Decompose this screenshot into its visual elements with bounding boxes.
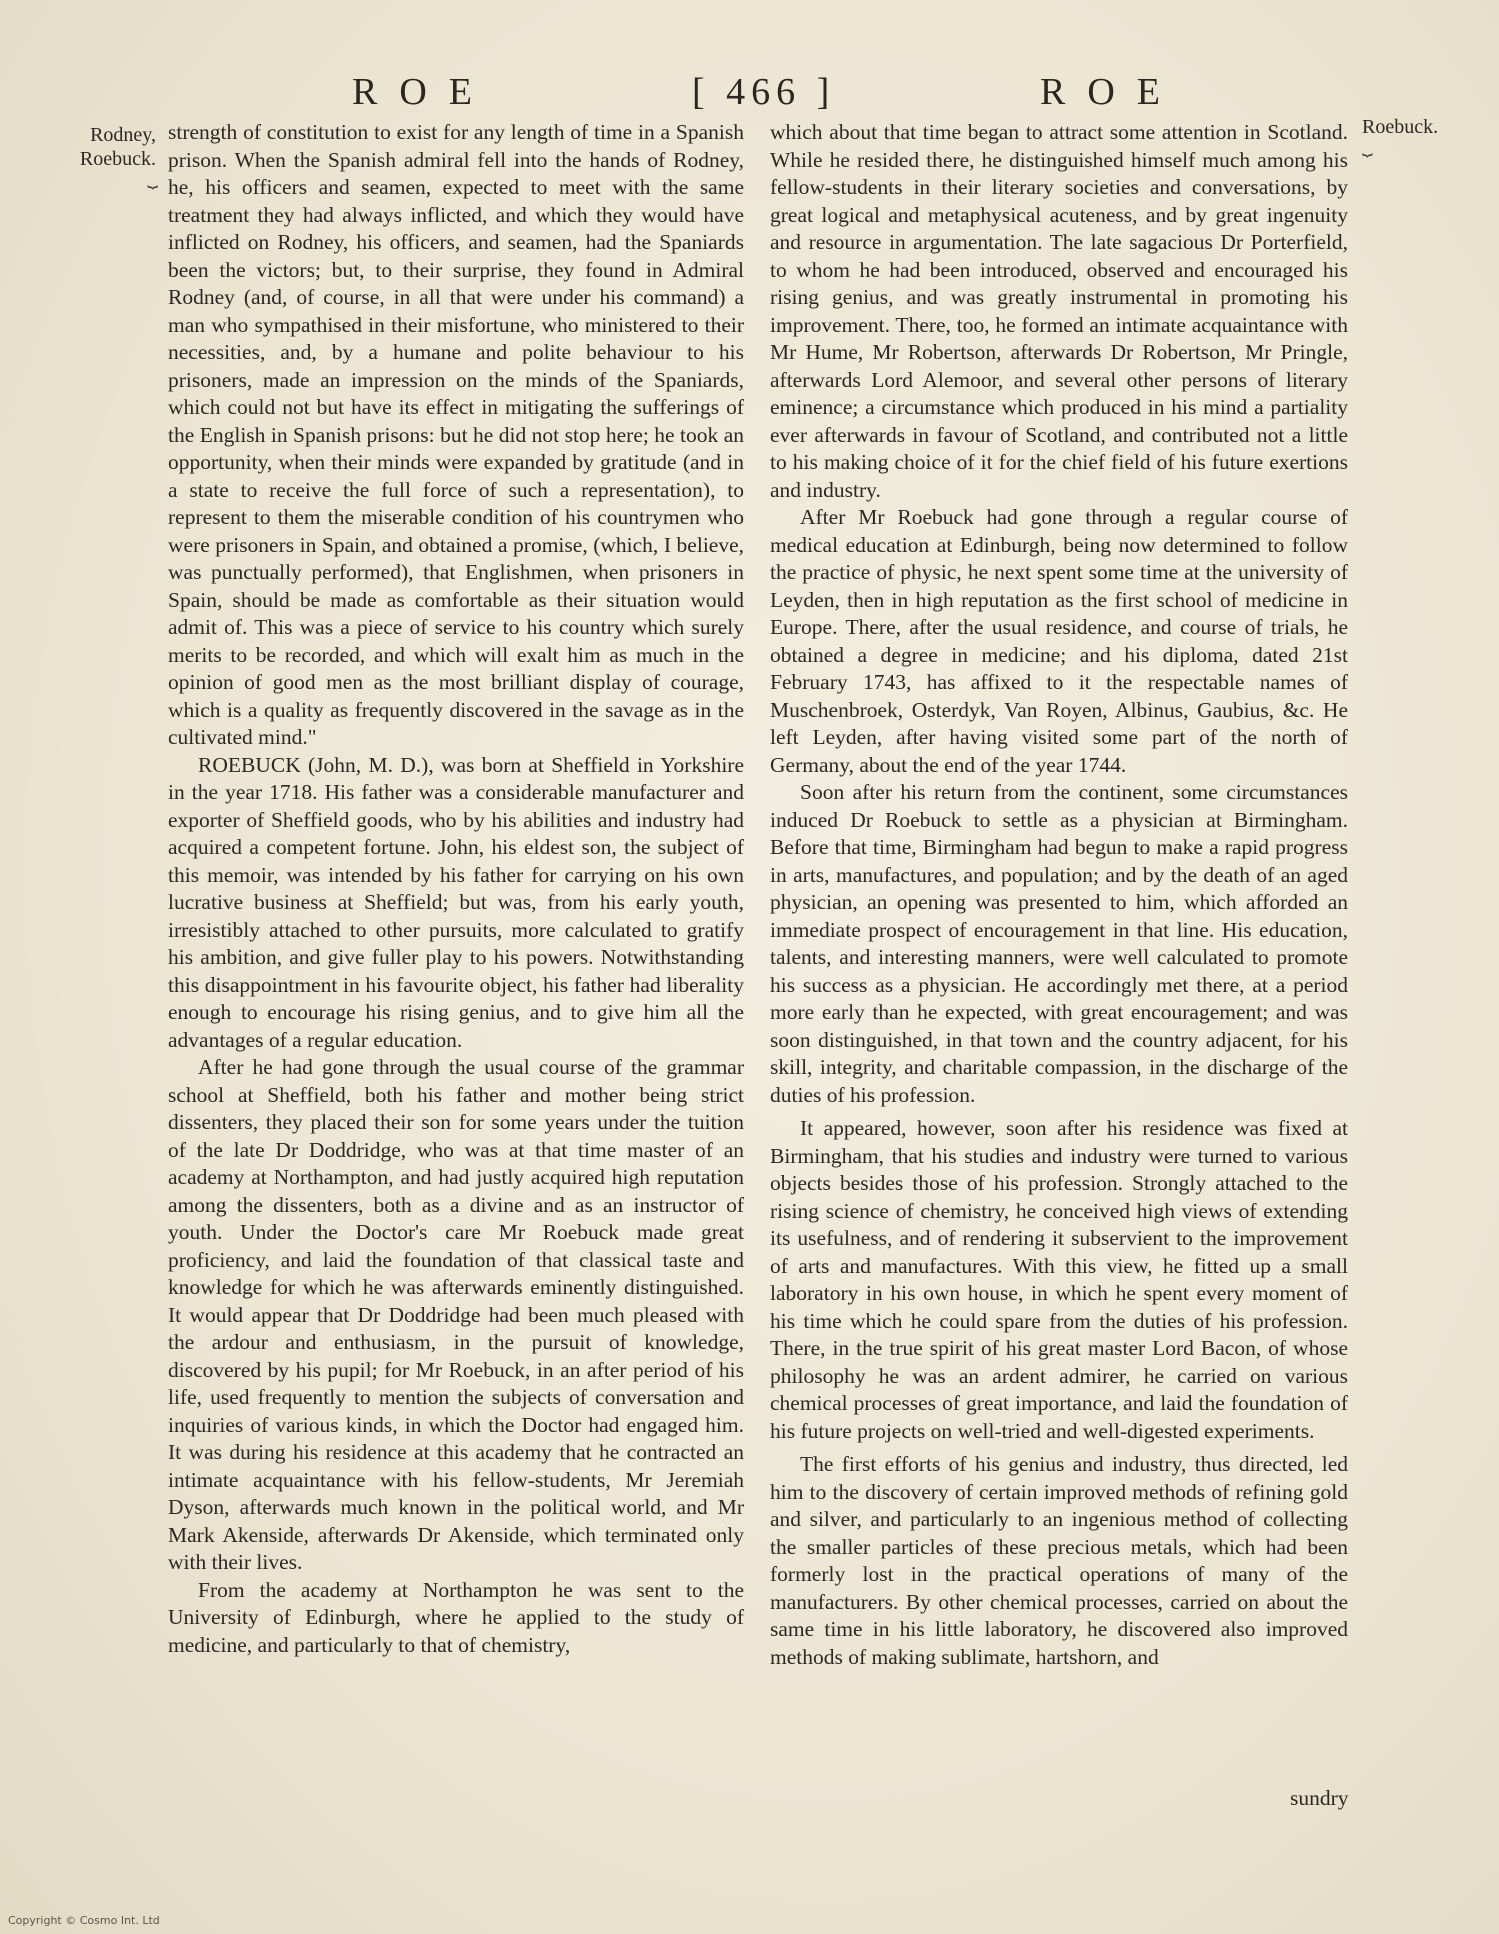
- brace-ornament: ⏟: [1362, 136, 1371, 156]
- paragraph: which about that time began to attract some attention in Scotland. While he resided there, he distinguished himself much among his fellow-students in their literary societies and conversations, by great logical and metaphysical acuteness, and by great ingenuity and resource in argumentation. The late sagacious Dr Porterfield, to whom he had been introduced, observed and encouraged his rising genius, and was greatly instrumental in promoting his improvement. There, too, he formed an intimate acquaintance with Mr Hume, Mr Robertson, afterwards Dr Robertson, Mr Pringle, afterwards Lord Alemoor, and several other persons of literary eminence; a circumstance which produced in his mind a partiality ever afterwards in favour of Scotland, and contributed not a little to his making choice of it for the chief field of his future exertions and industry.: [770, 120, 1348, 502]
- paragraph: Soon after his return from the continent, some circumstances induced Dr Roebuck to settle as a physician at Birmingham. Before that time, Birmingham had begun to make a rapid progress in arts, manufactures, and population; and by the death of an aged physician, an opening was presented to him, which afforded an immediate prospect of encouragement in that line. His education, talents, and interesting manners, were well calculated to promote his success as a physician. He accordingly met there, at a period more early than he expected, with great encouragement; and was soon distinguished, in that town and the country adjacent, for his skill, integrity, and charitable compassion, in the discharge of the duties of his profession.: [770, 780, 1348, 1107]
- margin-note-right: [1362, 115, 1462, 156]
- copyright-notice: Copyright © Cosmo Int. Ltd: [8, 1914, 160, 1927]
- paragraph: It appeared, however, soon after his residence was fixed at Birmingham, that his studies and industry were turned to various objects besides those of his profession. Strongly attached to the rising science of chemistry, he conceived high views of extending its usefulness, and of rendering it subservient to the improvement of arts and manufactures. With this view, he fitted up a small laboratory in his own house, in which he spent every moment of his time which he could spare from the duties of his profession. There, in the true spirit of his great master Lord Bacon, of whose philosophy he was an ardent admirer, he carried on various chemical processes of great importance, and laid the foundation of his future projects on well-tried and well-digested experiments.: [770, 1116, 1348, 1443]
- header-left-title: ROE: [352, 71, 494, 113]
- paragraph: strength of constitution to exist for any length of time in a Spanish prison. When the Spanish admiral fell into the hands of Rodney, he, his officers and seamen, expected to meet with the same treatment they had always inflicted, and which they would have inflicted on Rodney, his officers, and seamen, had the Spaniards been the victors; but, to their surprise, they found in Admiral Rodney (and, of course, in all that were under his command) a man who sympathised in their misfortune, who ministered to their necessities, and, by a humane and polite behaviour to his prisoners, made an impression on the minds of the Spaniards, which could not but have its effect in mitigating the sufferings of the English in Spanish prisons: but he did not stop here; he took an opportunity, when their minds were expanded by gratitude (and in a state to receive the full force of such a representation), to represent to them the miserable condition of his countrymen who were prisoners in Spain, and obtained a promise, (which, I believe, was punctually performed), that Englishmen, when prisoners in Spain, should be made as comfortable as their situation would admit of. This was a piece of service to his country which surely merits to be recorded, and which will exalt him as much in the opinion of good men as the most brilliant display of courage, which is a quality as frequently discovered in the savage as in the cultivated mind.": [168, 120, 744, 749]
- margin-note-left-line2: Roebuck.: [79, 148, 156, 170]
- paragraph: From the academy at Northampton he was sent to the University of Edinburgh, where he applied to the study of medicine, and particularly to that of chemistry,: [168, 1577, 744, 1657]
- margin-note-left-line1: Rodney,: [90, 124, 156, 146]
- catchword: sundry: [1290, 1786, 1349, 1810]
- right-column: [770, 119, 1348, 1671]
- brace-ornament: ⏟: [147, 168, 156, 188]
- paragraph: ROEBUCK (John, M. D.), was born at Sheffield in Yorkshire in the year 1718. His father was a considerable manufacturer and exporter of Sheffield goods, who by his abilities and industry had acquired a competent fortune. John, his eldest son, the subject of this memoir, was intended by his father for carrying on his own lucrative business at Sheffield; but was, from his early youth, irresistibly attached to other pursuits, more calculated to gratify his ambition, and give fuller play to his powers. Notwithstanding this disappointment in his favourite object, his father had liberality enough to encourage his rising genius, and to give him all the advantages of a regular education.: [168, 752, 744, 1052]
- header-right-title: ROE: [1040, 71, 1182, 113]
- running-header: [0, 70, 1499, 120]
- margin-note-left: [62, 123, 156, 188]
- margin-note-right-text: Roebuck.: [1362, 116, 1439, 138]
- page-number: [ 466 ]: [692, 71, 836, 113]
- paragraph: The first efforts of his genius and industry, thus directed, led him to the discovery of certain improved methods of refining gold and silver, and particularly to an ingenious method of collecting the smaller particles of these precious metals, which had been formerly lost in the practical operations of many of the manufacturers. By other chemical processes, carried on about the same time in his little laboratory, he discovered also improved methods of making sublimate, hartshorn, and: [770, 1452, 1348, 1669]
- paragraph: After he had gone through the usual course of the grammar school at Sheffield, both his father and mother being strict dissenters, they placed their son for some years under the tuition of the late Dr Doddridge, who was at that time master of an academy at Northampton, and had justly acquired high reputation among the dissenters, both as a divine and as an instructor of youth. Under the Doctor's care Mr Roebuck made great proficiency, and laid the foundation of that classical taste and knowledge for which he was afterwards eminently distinguished. It would appear that Dr Doddridge had been much pleased with the ardour and enthusiasm, in the pursuit of knowledge, discovered by his pupil; for Mr Roebuck, in an after period of his life, used frequently to mention the subjects of conversation and inquiries of various kinds, in which the Doctor had engaged him. It was during his residence at this academy that he contracted an intimate acquaintance with his fellow-students, Mr Jeremiah Dyson, afterwards much known in the political world, and Mr Mark Akenside, afterwards Dr Akenside, which terminated only with their lives.: [168, 1055, 744, 1574]
- left-column: [168, 119, 744, 1659]
- paragraph: After Mr Roebuck had gone through a regular course of medical education at Edinburgh, being now determined to follow the practice of physic, he next spent some time at the university of Leyden, then in high reputation as the first school of medicine in Europe. There, after the usual residence, and course of trials, he obtained a degree in medicine; and his diploma, dated 21st February 1743, has affixed to it the respectable names of Muschenbroek, Osterdyk, Van Royen, Albinus, Gaubius, &c. He left Leyden, after having visited some part of the north of Germany, about the end of the year 1744.: [770, 505, 1348, 777]
